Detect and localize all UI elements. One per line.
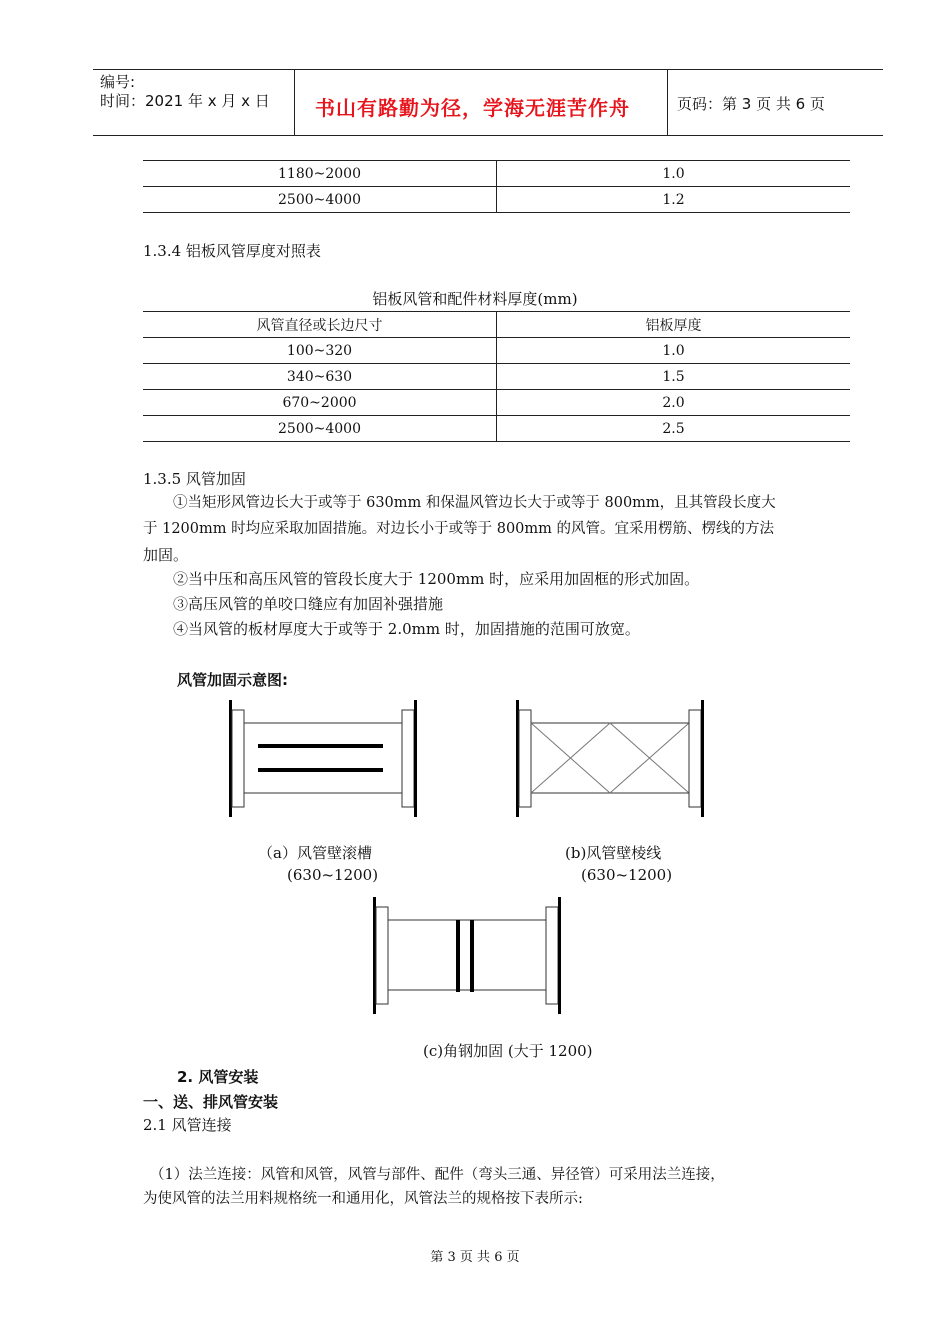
diagram-a-range: (630~1200) [287, 866, 379, 884]
table-header-row [143, 312, 850, 338]
duct-diagram-c [364, 890, 569, 1022]
roll-groove [258, 768, 383, 772]
diagram-title: 风管加固示意图: [177, 671, 288, 689]
angle-steel-frame [470, 920, 474, 992]
duct-body [388, 920, 546, 990]
table-cell: 1180~2000 [143, 161, 497, 187]
steel-thickness-table-continued [143, 160, 850, 213]
table-cell: 2.0 [497, 390, 851, 416]
flange-plate [701, 700, 704, 817]
flange [376, 907, 388, 1004]
roll-groove [258, 744, 383, 748]
section-heading-2: 2. 风管安装 [177, 1068, 259, 1086]
table-cell: 1.0 [497, 161, 851, 187]
diagram-a-caption: （a）风管壁滚槽 [258, 844, 372, 862]
paragraph-line: 于 1200mm 时均应采取加固措施。对边长小于或等于 800mm 的风管。宜采用楞筋、楞线的方法 [143, 521, 775, 537]
header-bottom-rule [93, 135, 883, 136]
column-header: 风管直径或长边尺寸 [143, 312, 497, 338]
page-info: 页码：第 3 页 共 6 页 [677, 95, 825, 113]
table-cell: 2500~4000 [143, 187, 497, 213]
table-cell: 2500~4000 [143, 416, 497, 442]
table-row [143, 390, 850, 416]
flange-plate [558, 897, 561, 1014]
page-footer: 第 3 页 共 6 页 [430, 1250, 520, 1265]
paragraph-line: ④当风管的板材厚度大于或等于 2.0mm 时，加固措施的范围可放宽。 [173, 620, 640, 638]
section-heading-1-3-5: 1.3.5 风管加固 [143, 470, 246, 488]
table-row [143, 187, 850, 213]
header-top-rule [93, 69, 883, 70]
angle-steel-frame [456, 920, 460, 992]
diagram-c-caption: (c)角钢加固 (大于 1200) [423, 1042, 593, 1060]
paragraph-line: ①当矩形风管边长大于或等于 630mm 和保温风管边长大于或等于 800mm，且其管段长度大 [173, 495, 776, 511]
table-row [143, 338, 850, 364]
paragraph-line: 加固。 [143, 546, 189, 564]
table-row [143, 161, 850, 187]
diagram-b-range: (630~1200) [581, 866, 673, 884]
table-cell: 100~320 [143, 338, 497, 364]
paragraph-line: 为使风管的法兰用料规格统一和通用化，风管法兰的规格按下表所示: [143, 1191, 583, 1207]
header-divider [667, 69, 668, 136]
duct-body [531, 723, 689, 793]
duct-diagram-b [507, 693, 712, 825]
table-cell: 340~630 [143, 364, 497, 390]
table-row [143, 416, 850, 442]
flange [402, 710, 414, 807]
number-label: 编号: [100, 73, 136, 91]
sub-heading: 一、送、排风管安装 [143, 1093, 279, 1111]
flange [232, 710, 244, 807]
diagram-b-caption: (b)风管壁棱线 [565, 844, 662, 862]
table-row [143, 364, 850, 390]
paragraph-line: ②当中压和高压风管的管段长度大于 1200mm 时，应采用加固框的形式加固。 [173, 570, 700, 588]
table-cell: 1.0 [497, 338, 851, 364]
duct-diagram-a [220, 693, 425, 825]
time-label: 时间：2021 年 x 月 x 日 [100, 92, 270, 110]
paragraph-line: （1）法兰连接：风管和风管，风管与部件、配件（弯头三通、异径管）可采用法兰连接， [150, 1167, 725, 1183]
table-title: 铝板风管和配件材料厚度(mm) [372, 290, 578, 308]
section-heading-2-1: 2.1 风管连接 [143, 1116, 232, 1134]
table-cell: 2.5 [497, 416, 851, 442]
header-motto: 书山有路勤为径，学海无涯苦作舟 [315, 96, 630, 120]
column-header: 铝板厚度 [497, 312, 851, 338]
flange-plate [414, 700, 417, 817]
table-cell: 1.2 [497, 187, 851, 213]
header-divider [294, 69, 295, 136]
flange [689, 710, 701, 807]
section-heading-1-3-4: 1.3.4 铝板风管厚度对照表 [143, 242, 321, 260]
table-cell: 670~2000 [143, 390, 497, 416]
paragraph-line: ③高压风管的单咬口缝应有加固补强措施 [173, 595, 444, 613]
duct-body [244, 723, 402, 793]
table-cell: 1.5 [497, 364, 851, 390]
aluminum-thickness-table [143, 311, 850, 442]
flange [546, 907, 558, 1004]
flange [519, 710, 531, 807]
